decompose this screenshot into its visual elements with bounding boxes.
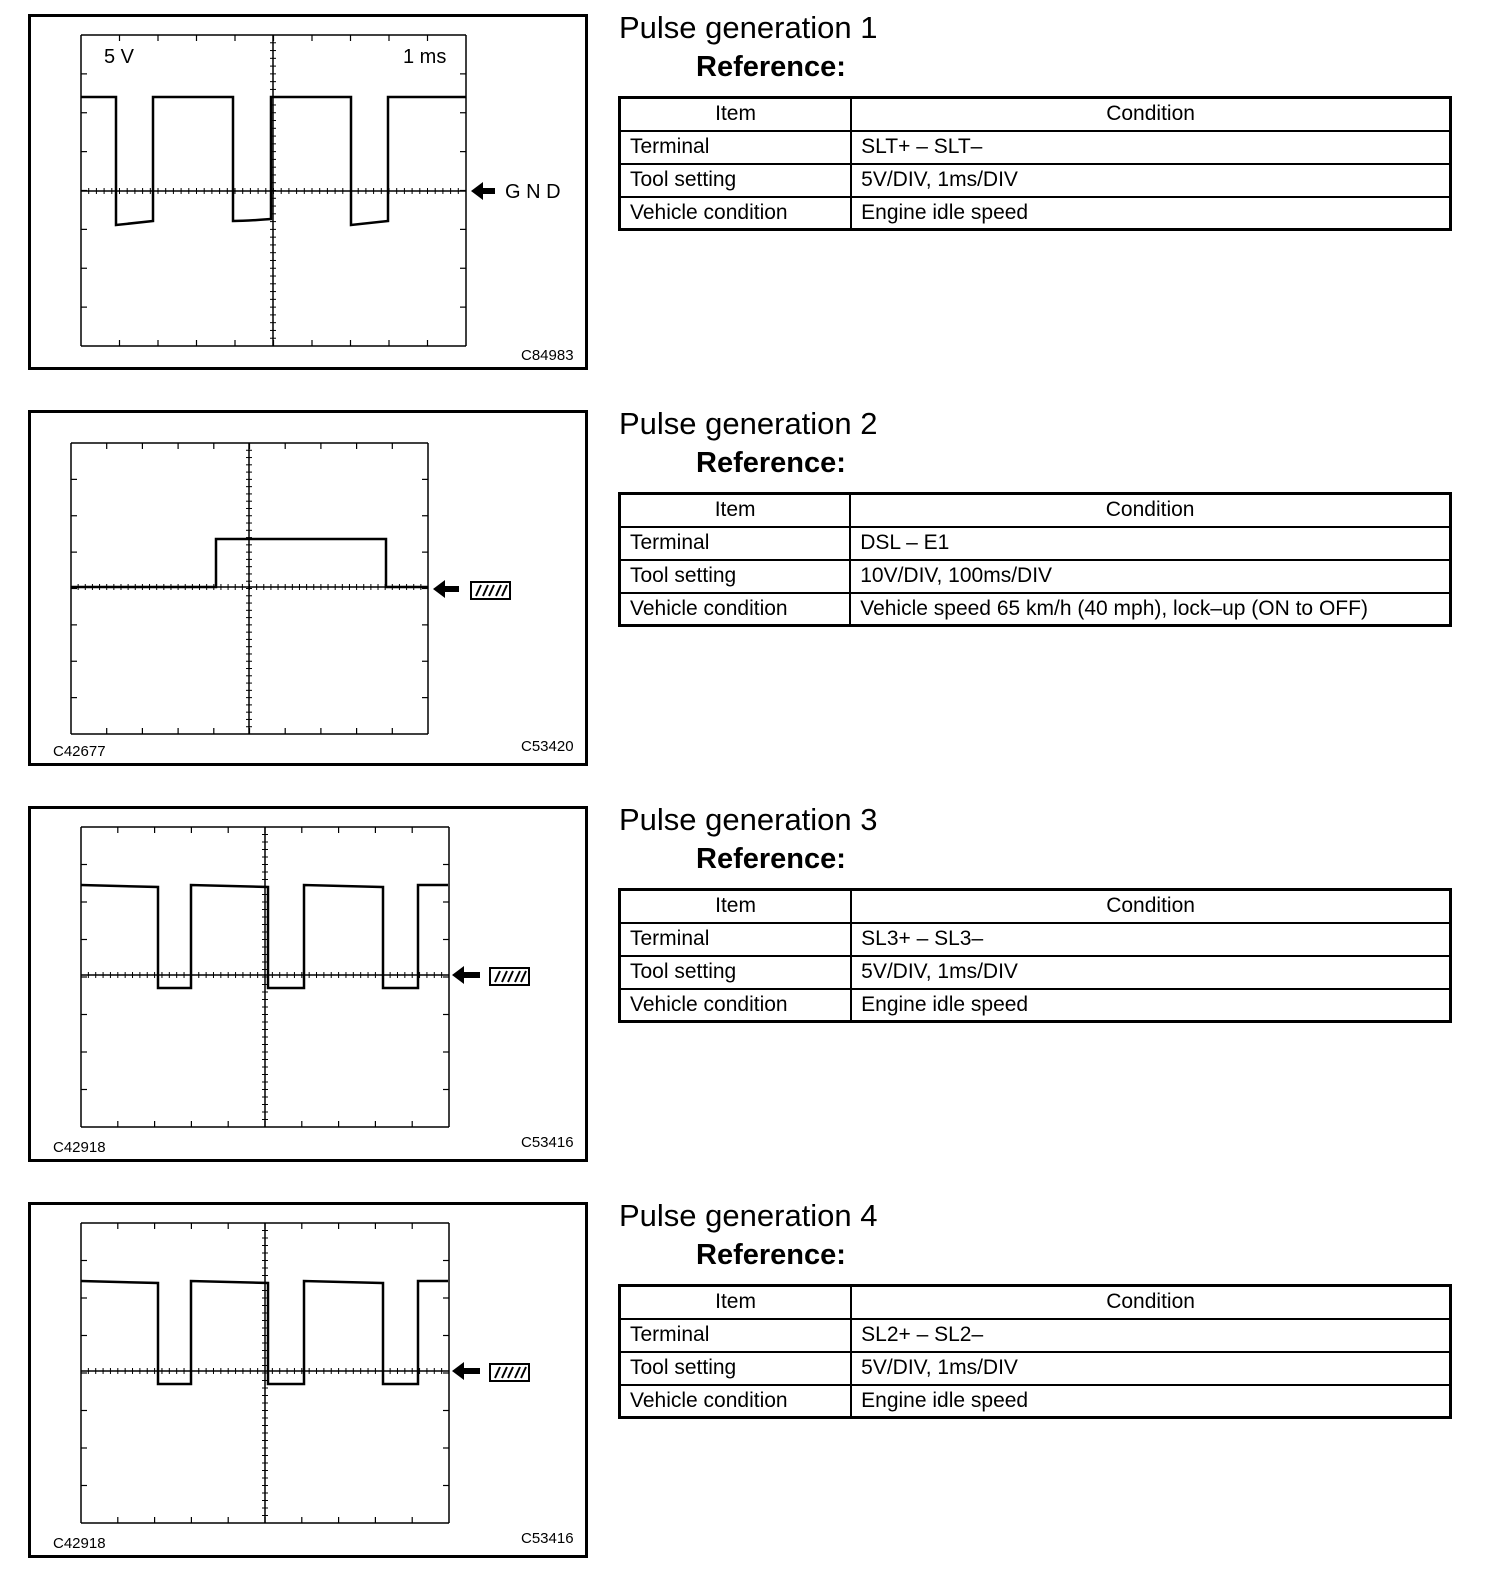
row-item: Vehicle condition: [620, 197, 852, 230]
volts-per-div-label: 5 V: [104, 46, 135, 68]
time-per-div-label: 1 ms: [403, 46, 447, 68]
figure-code-left: C42918: [53, 1535, 106, 1552]
waveform-graph: [31, 1205, 585, 1555]
gnd-arrow-icon: [471, 182, 495, 200]
row-item: Tool setting: [620, 560, 851, 593]
scope-grid: [81, 1223, 449, 1523]
table-row: [620, 923, 1451, 956]
header-item: Item: [620, 1286, 852, 1319]
table-row: [620, 1352, 1451, 1385]
table-row: [620, 956, 1451, 989]
table-header-row: [620, 494, 1451, 527]
row-condition: SL3+ – SL3–: [851, 923, 1450, 956]
oscilloscope-figure-2: [28, 410, 588, 766]
row-item: Terminal: [620, 131, 852, 164]
table-row: [620, 527, 1451, 560]
table-row: [620, 131, 1451, 164]
row-item: Terminal: [620, 923, 852, 956]
figure-code-left: C42677: [53, 743, 106, 760]
row-condition: 5V/DIV, 1ms/DIV: [851, 164, 1450, 197]
oscilloscope-figure-3: [28, 806, 588, 1162]
scope-grid: [71, 443, 428, 734]
condition-table: [618, 492, 1452, 627]
row-condition: SLT+ – SLT–: [851, 131, 1450, 164]
scope-grid: [81, 35, 466, 346]
section-title: Pulse generation 2: [619, 406, 878, 441]
ground-symbol-icon: [490, 1364, 529, 1381]
ground-arrow-icon: [452, 1362, 480, 1380]
row-condition: Engine idle speed: [851, 1385, 1450, 1418]
oscilloscope-figure-1: [28, 14, 588, 370]
figure-code-right: C53416: [521, 1530, 574, 1547]
ground-arrow-icon: [452, 966, 480, 984]
ground-arrow-icon: [433, 580, 459, 598]
waveform-graph: [31, 17, 585, 367]
table-row: [620, 1319, 1451, 1352]
header-condition: Condition: [850, 494, 1450, 527]
header-condition: Condition: [851, 890, 1450, 923]
header-condition: Condition: [851, 98, 1450, 131]
table-row: [620, 197, 1451, 230]
pulse-section-4: [0, 1188, 1504, 1584]
row-item: Tool setting: [620, 956, 852, 989]
pulse-section-2: [0, 396, 1504, 792]
row-item: Vehicle condition: [620, 593, 851, 626]
section-title: Pulse generation 3: [619, 802, 878, 837]
row-item: Tool setting: [620, 164, 852, 197]
table-header-row: [620, 1286, 1451, 1319]
ground-symbol-icon: [490, 968, 529, 985]
row-condition: 5V/DIV, 1ms/DIV: [851, 1352, 1450, 1385]
header-item: Item: [620, 494, 851, 527]
table-header-row: [620, 98, 1451, 131]
header-item: Item: [620, 890, 852, 923]
section-title: Pulse generation 4: [619, 1198, 878, 1233]
row-condition: SL2+ – SL2–: [851, 1319, 1450, 1352]
waveform-graph: [31, 413, 585, 763]
gnd-label: G N D: [505, 181, 561, 203]
pulse-section-1: [0, 0, 1504, 396]
waveform-graph: [31, 809, 585, 1159]
row-item: Vehicle condition: [620, 1385, 852, 1418]
reference-heading: Reference:: [696, 843, 846, 875]
table-header-row: [620, 890, 1451, 923]
reference-heading: Reference:: [696, 51, 846, 83]
table-row: [620, 593, 1451, 626]
row-condition: DSL – E1: [850, 527, 1450, 560]
figure-code-right: C84983: [521, 347, 574, 364]
row-item: Terminal: [620, 527, 851, 560]
header-item: Item: [620, 98, 852, 131]
figure-code-right: C53416: [521, 1134, 574, 1151]
row-condition: 5V/DIV, 1ms/DIV: [851, 956, 1450, 989]
condition-table: [618, 888, 1452, 1023]
figure-code-right: C53420: [521, 738, 574, 755]
row-condition: Engine idle speed: [851, 197, 1450, 230]
figure-code-left: C42918: [53, 1139, 106, 1156]
table-row: [620, 989, 1451, 1022]
reference-heading: Reference:: [696, 447, 846, 479]
row-item: Terminal: [620, 1319, 852, 1352]
row-item: Tool setting: [620, 1352, 852, 1385]
pulse-section-3: [0, 792, 1504, 1188]
row-condition: 10V/DIV, 100ms/DIV: [850, 560, 1450, 593]
row-condition: Engine idle speed: [851, 989, 1450, 1022]
row-condition: Vehicle speed 65 km/h (40 mph), lock–up (ON to OFF): [850, 593, 1450, 626]
table-row: [620, 560, 1451, 593]
table-row: [620, 164, 1451, 197]
condition-table: [618, 1284, 1452, 1419]
header-condition: Condition: [851, 1286, 1450, 1319]
scope-grid: [81, 827, 449, 1127]
condition-table: [618, 96, 1452, 231]
reference-heading: Reference:: [696, 1239, 846, 1271]
oscilloscope-figure-4: [28, 1202, 588, 1558]
ground-symbol-icon: [471, 582, 510, 599]
section-title: Pulse generation 1: [619, 10, 878, 45]
table-row: [620, 1385, 1451, 1418]
row-item: Vehicle condition: [620, 989, 852, 1022]
